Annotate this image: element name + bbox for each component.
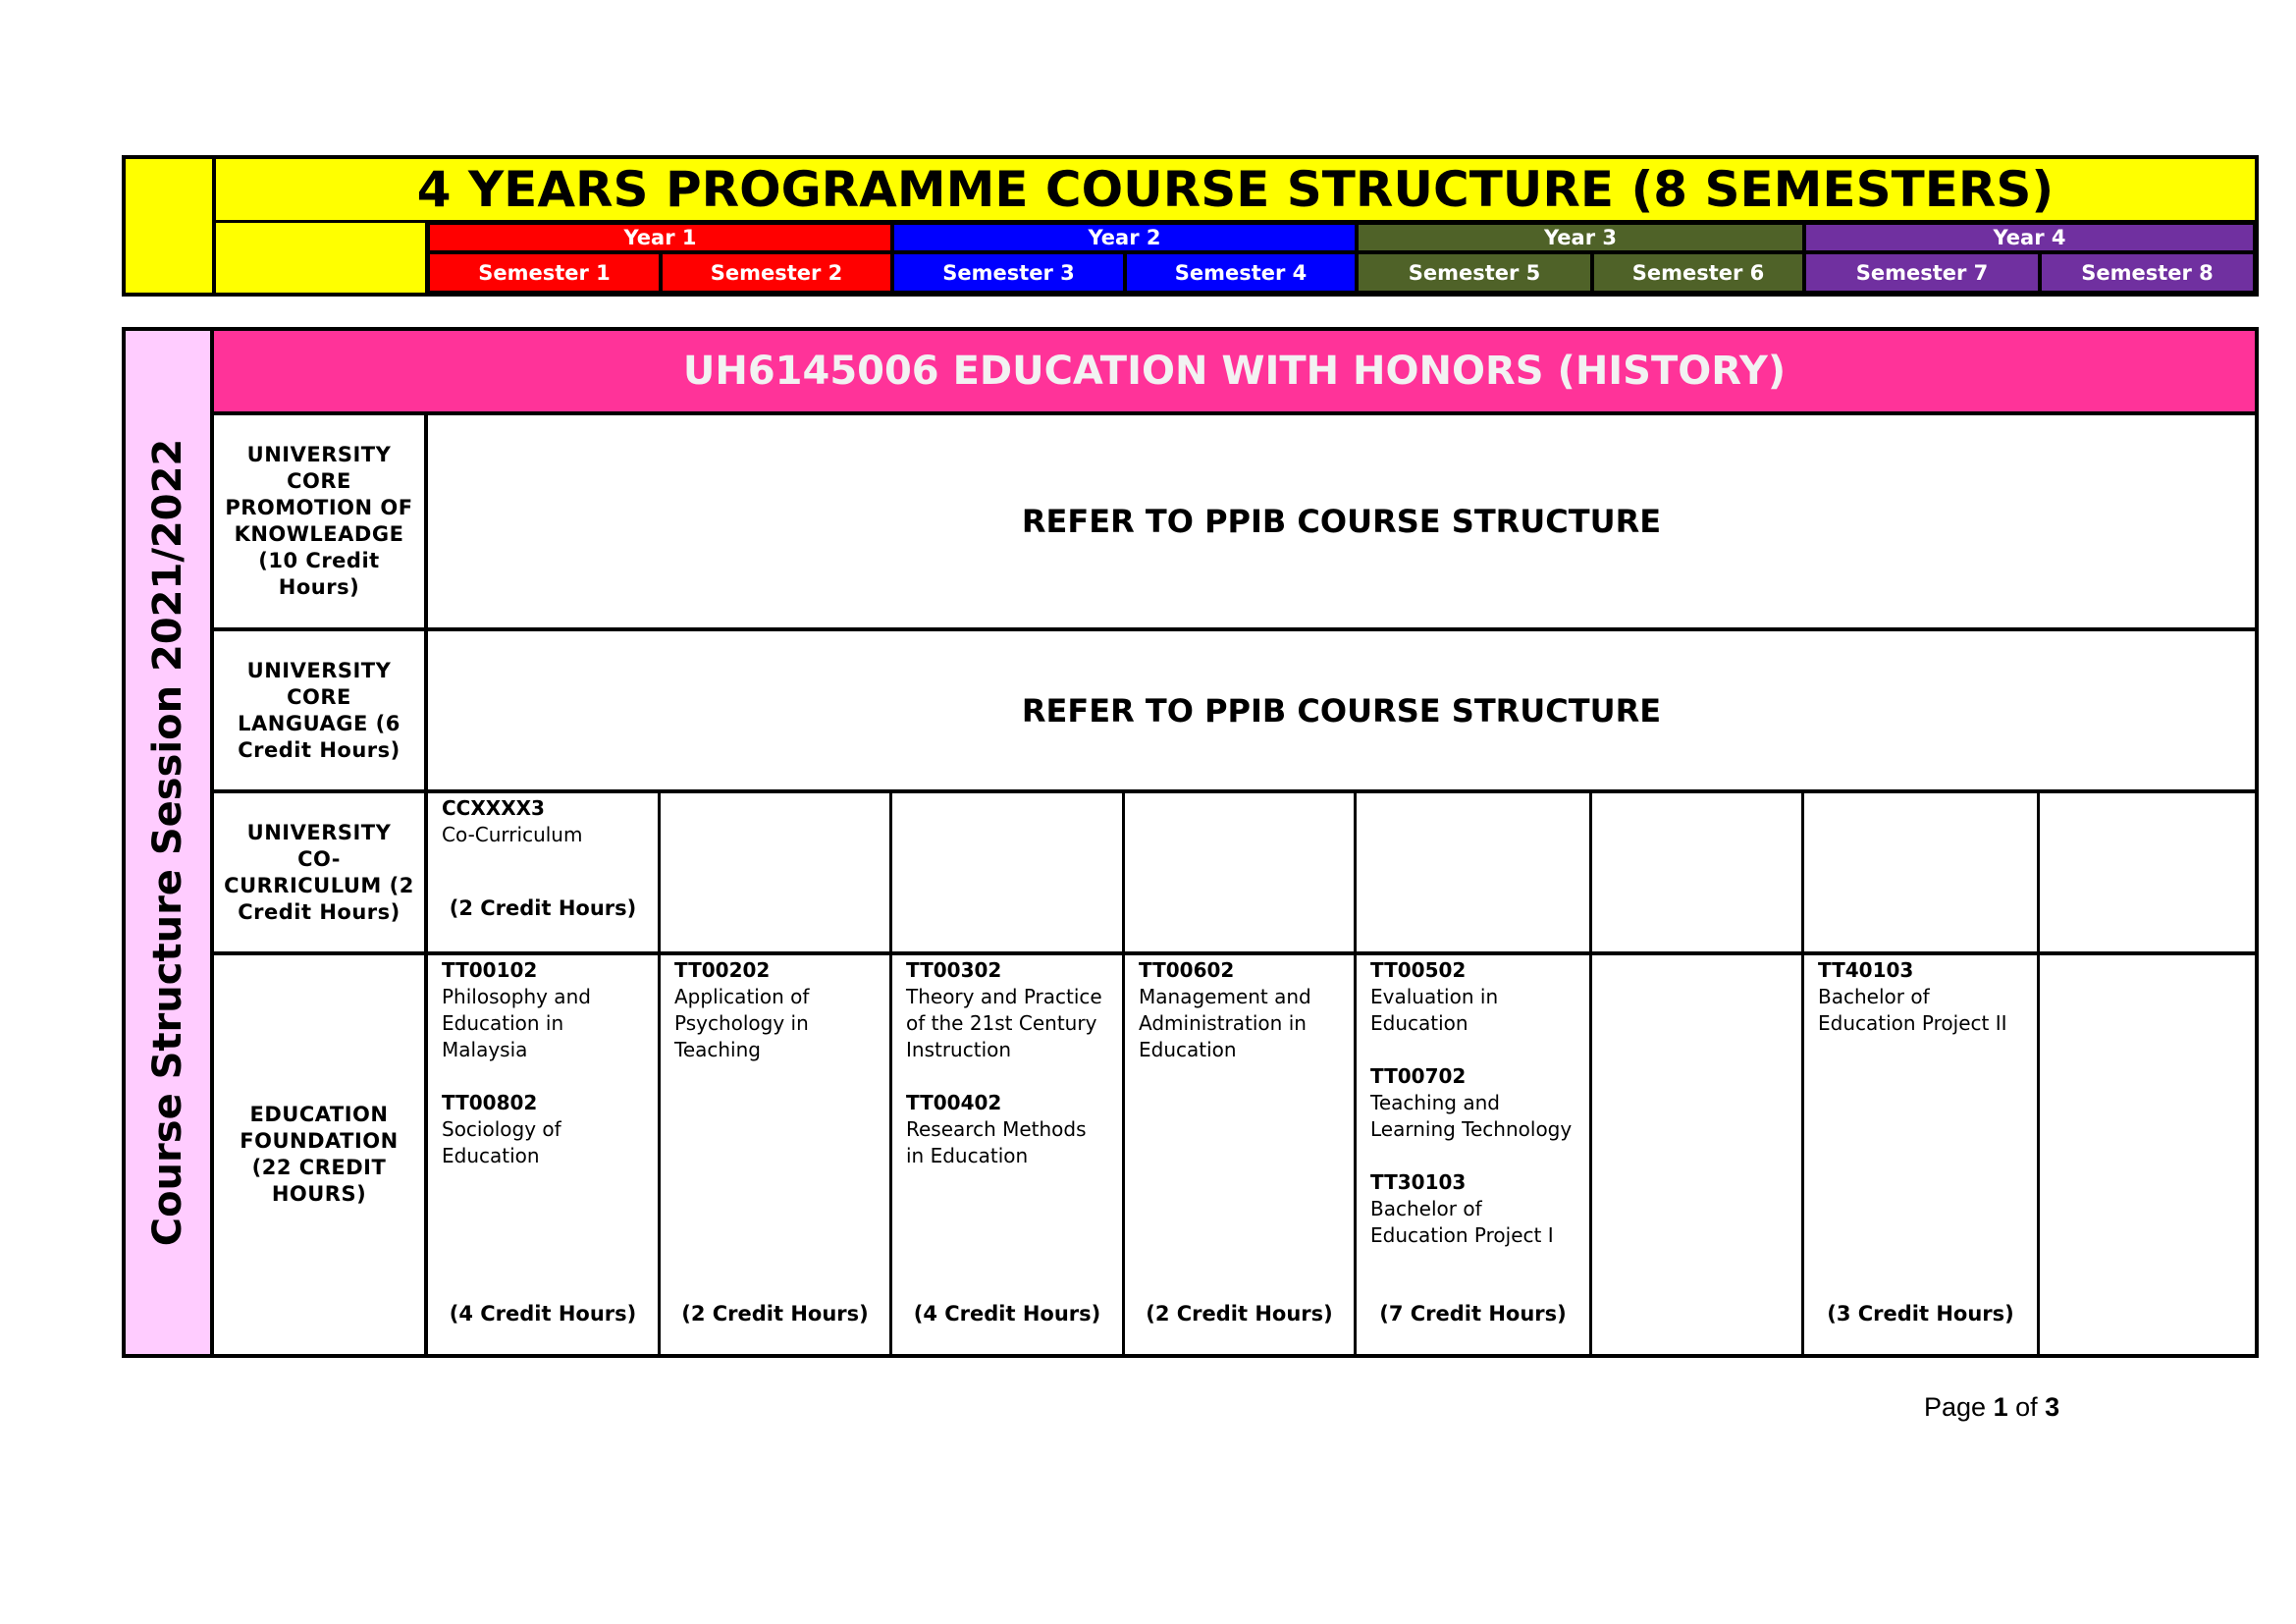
foundation-sem6 (1592, 955, 1804, 1354)
foundation-sem4 (1125, 955, 1357, 1354)
foundation-sem2 (661, 955, 892, 1354)
course-title: Teaching and Learning Technology (1370, 1091, 1573, 1141)
current-page: 1 (1993, 1392, 2008, 1422)
row-label-education-foundation: EDUCATION FOUNDATION (22 CREDIT HOURS) (214, 955, 428, 1354)
semester-6-header: Semester 6 (1592, 252, 1804, 293)
total-pages: 3 (2045, 1392, 2060, 1422)
course-title: Philosophy and Education in Malaysia (442, 985, 591, 1061)
course-code: TT00502 (1370, 958, 1467, 982)
row-label-core-knowledge: UNIVERSITY CORE PROMOTION OF KNOWLEADGE (10 Credit Hours) (214, 415, 428, 631)
course-code: CCXXXX3 (442, 796, 545, 820)
course-code: TT00302 (906, 958, 1002, 982)
refer-ppib-language: REFER TO PPIB COURSE STRUCTURE (428, 631, 2255, 793)
course-title: Management and Administration in Education (1139, 985, 1311, 1061)
credit-hours: (3 Credit Hours) (1827, 1302, 2014, 1326)
session-label: Course Structure Session 2021/2022 (145, 438, 190, 1247)
foundation-sem3 (892, 955, 1125, 1354)
course-code: TT00202 (674, 958, 771, 982)
co-curriculum-sem2 (661, 793, 892, 955)
year-3-header: Year 3 (1357, 223, 1804, 252)
co-curriculum-sem7 (1804, 793, 2040, 955)
course-title: Evaluation in Education (1370, 985, 1499, 1035)
course-title: Co-Curriculum (442, 823, 583, 846)
course-title: Sociology of Education (442, 1117, 561, 1167)
credit-hours: (4 Credit Hours) (449, 1302, 637, 1326)
co-curriculum-sem1 (428, 793, 661, 955)
header-left-block (126, 159, 216, 293)
page-number (1924, 1392, 2059, 1423)
course-title: Theory and Practice of the 21st Century Instruction (906, 985, 1102, 1061)
semester-5-header: Semester 5 (1357, 252, 1592, 293)
course-code: TT30103 (1370, 1170, 1467, 1194)
credit-hours: (2 Credit Hours) (1146, 1302, 1333, 1326)
refer-ppib-knowledge: REFER TO PPIB COURSE STRUCTURE (428, 415, 2255, 631)
semester-7-header: Semester 7 (1804, 252, 2040, 293)
foundation-sem1 (428, 955, 661, 1354)
course-title: Application of Psychology in Teaching (674, 985, 810, 1061)
programme-structure-title: 4 YEARS PROGRAMME COURSE STRUCTURE (8 SEMESTERS) (216, 159, 2255, 223)
semester-2-header: Semester 2 (661, 252, 892, 293)
course-title: Bachelor of Education Project II (1818, 985, 2007, 1035)
credit-hours: (2 Credit Hours) (449, 896, 637, 920)
course-code: TT00802 (442, 1091, 538, 1114)
row-label-co-curriculum: UNIVERSITY CO-CURRICULUM (2 Credit Hours) (214, 793, 428, 955)
course-title: Research Methods in Education (906, 1117, 1087, 1167)
co-curriculum-sem5 (1357, 793, 1592, 955)
year-4-header: Year 4 (1804, 223, 2255, 252)
course-code: TT00702 (1370, 1064, 1467, 1088)
header-blank-cell (216, 223, 428, 293)
programme-title: UH6145006 EDUCATION WITH HONORS (HISTORY) (214, 331, 2255, 415)
session-side-strip (126, 331, 214, 1354)
page-prefix: Page (1924, 1392, 1994, 1422)
credit-hours: (2 Credit Hours) (681, 1302, 869, 1326)
foundation-sem5 (1357, 955, 1592, 1354)
foundation-sem8 (2040, 955, 2255, 1354)
semester-4-header: Semester 4 (1125, 252, 1357, 293)
foundation-sem7 (1804, 955, 2040, 1354)
semester-1-header: Semester 1 (428, 252, 661, 293)
credit-hours: (4 Credit Hours) (913, 1302, 1101, 1326)
credit-hours: (7 Credit Hours) (1379, 1302, 1567, 1326)
semester-8-header: Semester 8 (2040, 252, 2255, 293)
row-label-core-language: UNIVERSITY CORE LANGUAGE (6 Credit Hours) (214, 631, 428, 793)
co-curriculum-sem4 (1125, 793, 1357, 955)
year-1-header: Year 1 (428, 223, 892, 252)
course-code: TT00602 (1139, 958, 1235, 982)
co-curriculum-sem8 (2040, 793, 2255, 955)
co-curriculum-sem6 (1592, 793, 1804, 955)
course-code: TT00402 (906, 1091, 1002, 1114)
semester-3-header: Semester 3 (892, 252, 1125, 293)
course-code: TT40103 (1818, 958, 1914, 982)
course-title: Bachelor of Education Project I (1370, 1197, 1554, 1247)
co-curriculum-sem3 (892, 793, 1125, 955)
page-of: of (2007, 1392, 2046, 1422)
course-code: TT00102 (442, 958, 538, 982)
year-2-header: Year 2 (892, 223, 1357, 252)
